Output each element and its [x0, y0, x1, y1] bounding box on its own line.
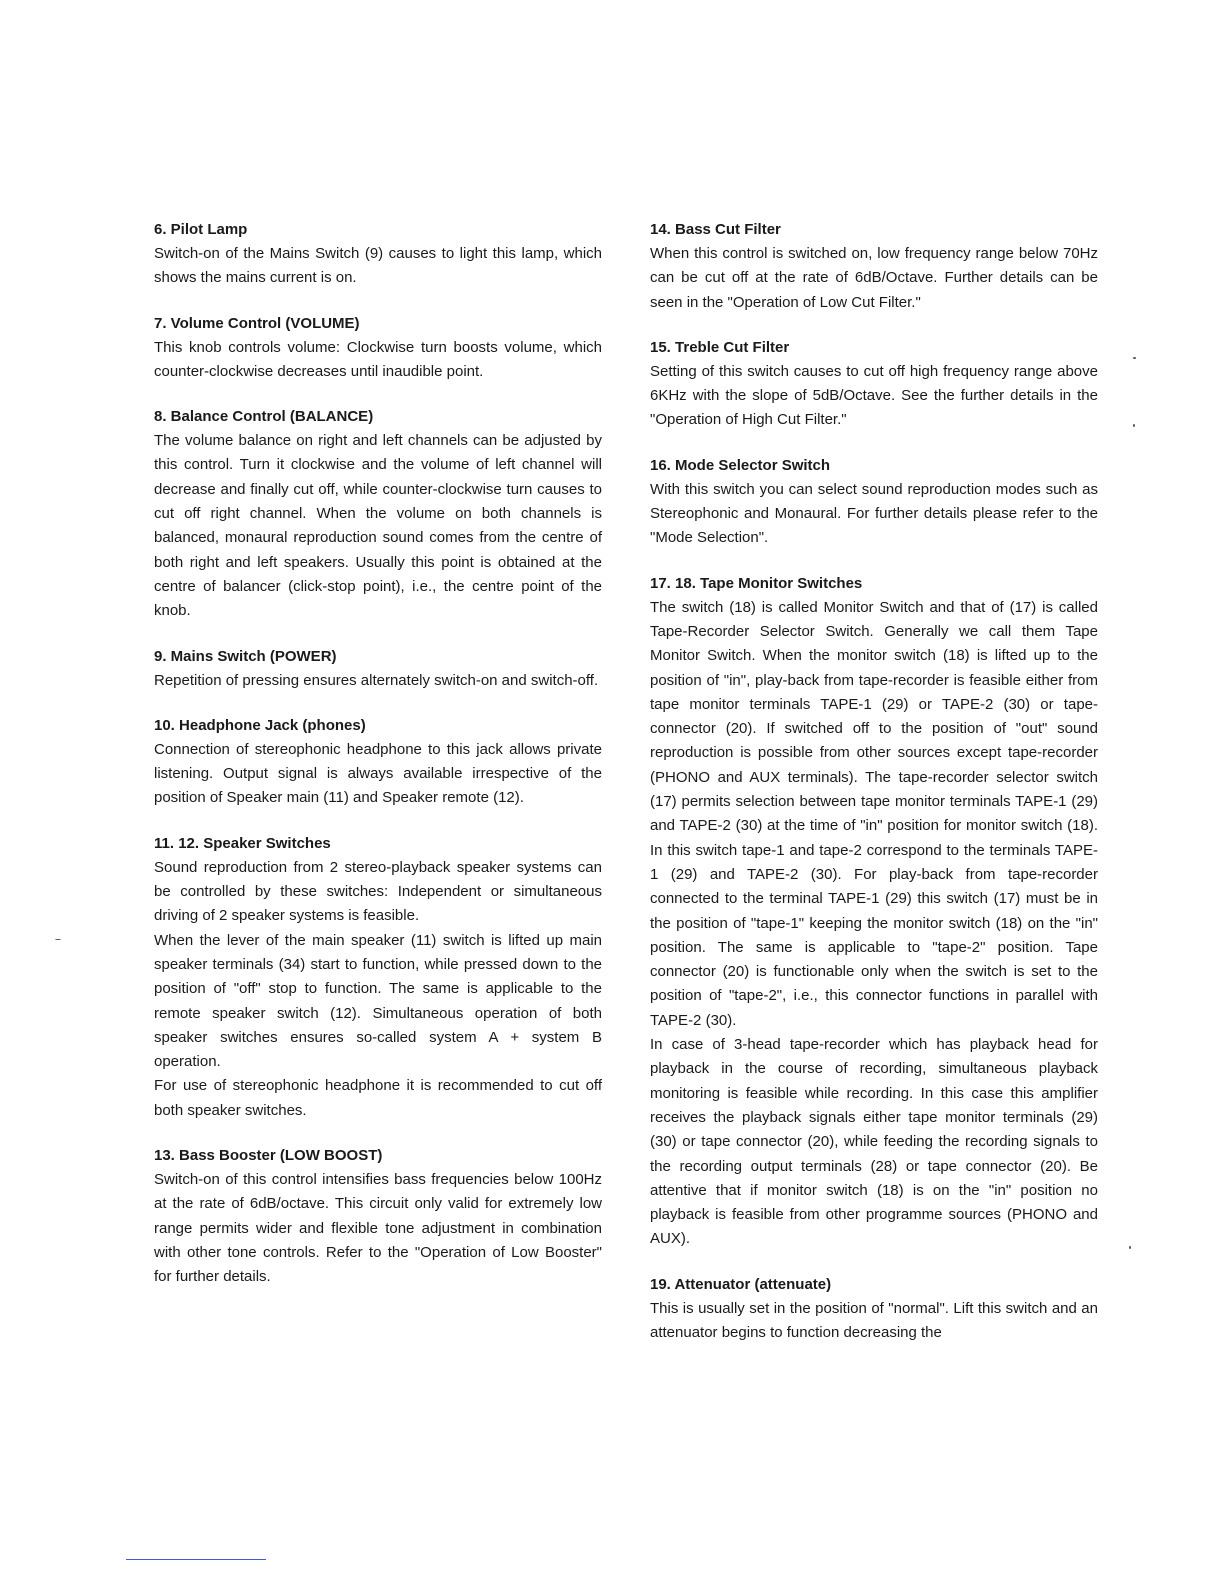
section-treble-cut-filter: [650, 336, 1098, 433]
section-heading: 13. Bass Booster (LOW BOOST): [154, 1147, 383, 1165]
section-paragraph: Connection of stereophonic headphone to this jack allows private listening. Output signal is always available irrespective of the position of Speaker main (11) and Speaker remote (12).: [154, 740, 602, 807]
section-balance-control: [154, 405, 602, 623]
scan-speck: [55, 939, 61, 940]
section-speaker-switches: [154, 832, 602, 1123]
section-headphone-jack: [154, 714, 602, 811]
section-heading: 15. Treble Cut Filter: [650, 338, 790, 356]
section-heading: 8. Balance Control (BALANCE): [154, 408, 374, 426]
section-bass-booster: [154, 1144, 602, 1289]
section-paragraph: Switch-on of this control intensifies bass frequencies below 100Hz at the rate of 6dB/octave. This circuit only valid for extremely low range permits wider and flexible tone adjustment in combination with other tone controls. Refer to the "Operation of Low Booster" for further details.: [154, 1171, 602, 1286]
section-volume-control: [154, 312, 602, 385]
section-heading: 7. Volume Control (VOLUME): [154, 314, 360, 332]
section-heading: 9. Mains Switch (POWER): [154, 647, 337, 665]
section-paragraph: The switch (18) is called Monitor Switch and that of (17) is called Tape-Recorder Selector Switch. Generally we call them Tape Monitor Switch. When the monitor switch (18) is lifted up to the position of "in", play-back from tape-recorder is feasible either from tape monitor terminals TAPE-1 (29) or TAPE-2 (30) or tape-connector (20). If switched off to the position of "out" sound reproduction is possible from other sources except tape-recorder (PHONO and AUX terminals). The tape-recorder selector switch (17) permits selection between tape monitor terminals TAPE-1 (29) and TAPE-2 (30) at the time of "in" position for monitor switch (18). In this switch tape-1 and tape-2 correspond to the terminals TAPE-1 (29) and TAPE-2 (30). For play-back from tape-recorder connected to the terminal TAPE-1 (29) this switch (17) must be in the position of "tape-1" keeping the monitor switch (18) on the "in" position. The same is applicable to "tape-2" position. Tape connector (20) is functionable only when the switch is set to the position of "tape-2", i.e., this connector functions in parallel with TAPE-2 (30).: [650, 598, 1098, 1029]
section-paragraph: When this control is switched on, low frequency range below 70Hz can be cut off at the rate of 6dB/Octave. Further details can be seen in the "Operation of Low Cut Filter.": [650, 245, 1098, 311]
footnote-rule: [126, 1559, 266, 1560]
section-heading: 14. Bass Cut Filter: [650, 221, 781, 238]
scan-speck: [1129, 1246, 1131, 1249]
section-pilot-lamp: [154, 218, 602, 291]
section-tape-monitor: [650, 572, 1098, 1252]
section-paragraph: Setting of this switch causes to cut off high frequency range above 6KHz with the slope of 5dB/Octave. See the further details in the "Operation of High Cut Filter.": [650, 362, 1098, 429]
section-paragraph: With this switch you can select sound reproduction modes such as Stereophonic and Monaural. For further details please refer to the "Mode Selection".: [650, 480, 1098, 547]
section-heading: 11. 12. Speaker Switches: [154, 834, 331, 852]
section-paragraph: In case of 3-head tape-recorder which has playback head for playback in the course of recording, simultaneous playback monitoring is feasible while recording. In this case this amplifier receives the playback signals either tape monitor terminals (29) (30) or tape connector (20), while feeding the recording signals to the recording output terminals (28) or tape connector (20). Be attentive that if monitor switch (18) is on the "in" position no playback is feasible from other programme sources (PHONO and AUX).: [650, 1036, 1098, 1248]
section-paragraph: Sound reproduction from 2 stereo-playback speaker systems can be controlled by these switches: Independent or simultaneous driving of 2 speaker systems is feasible.: [154, 858, 602, 925]
section-heading: 19. Attenuator (attenuate): [650, 1275, 832, 1293]
section-paragraph: Switch-on of the Mains Switch (9) causes to light this lamp, which shows the mains current is on.: [154, 245, 602, 287]
section-heading: 6. Pilot Lamp: [154, 221, 248, 238]
right-column: [650, 218, 1098, 1366]
left-column: [154, 218, 602, 1311]
section-paragraph: The volume balance on right and left channels can be adjusted by this control. Turn it clockwise and the volume of left channel will decrease and finally cut off, while counter-clockwise turn causes to cut off right channel. When the volume on both channels is balanced, monaural reproduction sound comes from the centre of both right and left speakers. Usually this point is obtained at the centre of balancer (click-stop point), i.e., the centre point of the knob.: [154, 432, 602, 620]
section-paragraph: When the lever of the main speaker (11) switch is lifted up main speaker terminals (34) start to function, while pressed down to the position of "off" stop to function. The same is applicable to the remote speaker switch (12). Simultaneous operation of both speaker switches ensures so-called system A + system B operation.: [154, 931, 602, 1071]
section-paragraph: Repetition of pressing ensures alternately switch-on and switch-off.: [154, 671, 599, 689]
section-paragraph: This knob controls volume: Clockwise turn boosts volume, which counter-clockwise decreases until inaudible point.: [154, 338, 602, 380]
section-heading: 17. 18. Tape Monitor Switches: [650, 574, 863, 592]
section-attenuator: [650, 1273, 1098, 1346]
section-heading: 16. Mode Selector Switch: [650, 456, 831, 474]
section-paragraph: This is usually set in the position of "normal". Lift this switch and an attenuator begins to function decreasing the: [650, 1299, 1098, 1341]
section-paragraph: For use of stereophonic headphone it is recommended to cut off both speaker switches.: [154, 1077, 602, 1119]
scan-speck: [1133, 357, 1136, 359]
section-bass-cut-filter: [650, 218, 1098, 315]
section-mode-selector: [650, 454, 1098, 551]
section-mains-switch: [154, 645, 602, 693]
section-heading: 10. Headphone Jack (phones): [154, 716, 366, 734]
scan-speck: [1133, 424, 1135, 427]
